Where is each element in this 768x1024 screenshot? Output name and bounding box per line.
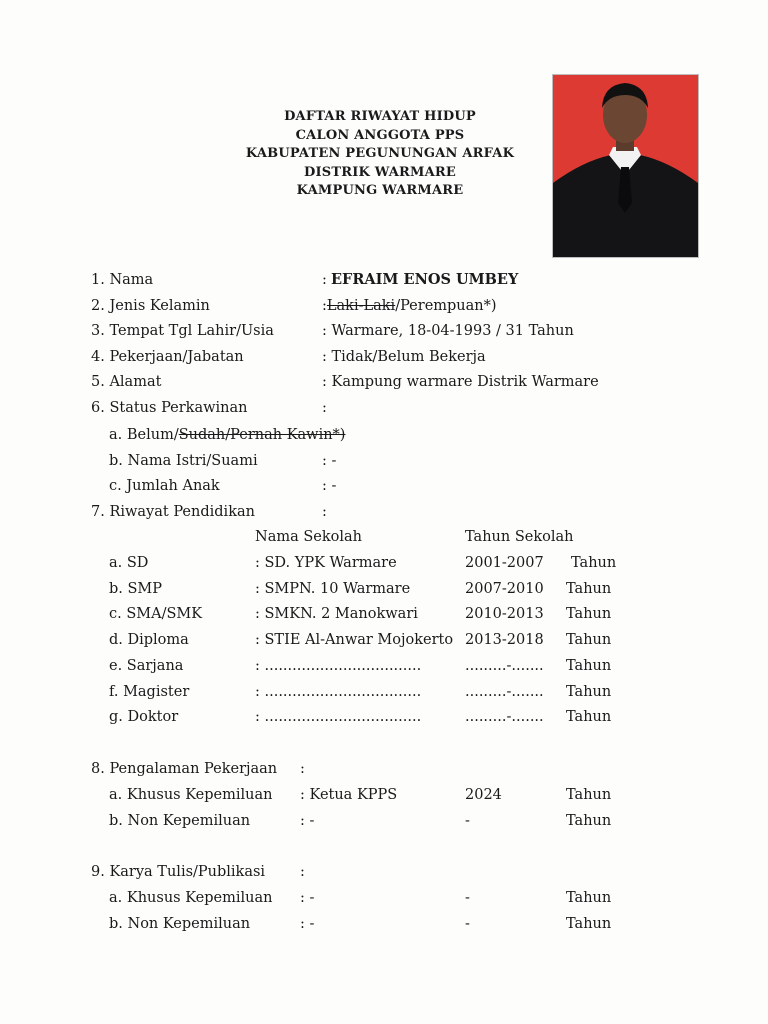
edu-level: a. SD	[109, 555, 149, 571]
experience-unit: Tahun	[566, 787, 612, 803]
header-line-4: DISTRIK WARMARE	[304, 164, 456, 180]
edu-level: b. SMP	[109, 581, 163, 597]
edu-years: 2007-2010	[465, 581, 544, 597]
edu-unit: Tahun	[571, 555, 617, 571]
portrait-photo	[552, 74, 699, 258]
label-status-perkawinan: 6. Status Perkawinan	[91, 400, 248, 416]
status-option-a	[109, 426, 345, 444]
edu-school: : SMKN. 2 Manokwari	[255, 606, 418, 622]
publication-label: a. Khusus Kepemiluan	[109, 890, 273, 906]
colon-karya-tulis: :	[300, 864, 305, 880]
experience-label: b. Non Kepemiluan	[109, 813, 251, 829]
edu-years: .........-.......	[465, 658, 544, 674]
struck-option-laki-laki: Laki-Laki	[326, 298, 396, 314]
colon-nama: :	[322, 272, 327, 288]
publication-year: -	[465, 890, 470, 906]
column-header-nama-sekolah: Nama Sekolah	[255, 529, 362, 545]
struck-option-sudah-pernah-kawin: Sudah/Pernah Kawin*)	[178, 427, 346, 443]
label-pengalaman-pekerjaan: 8. Pengalaman Pekerjaan	[91, 761, 278, 777]
value-pekerjaan: : Tidak/Belum Bekerja	[322, 349, 486, 365]
experience-label: a. Khusus Kepemiluan	[109, 787, 273, 803]
edu-unit: Tahun	[566, 581, 612, 597]
colon-status-perkawinan: :	[322, 400, 327, 416]
edu-years: 2010-2013	[465, 606, 544, 622]
value-nama: EFRAIM ENOS UMBEY	[331, 271, 519, 288]
colon-riwayat-pendidikan: :	[322, 504, 327, 520]
colon-jenis-kelamin: :	[322, 298, 327, 314]
header-line-1: DAFTAR RIWAYAT HIDUP	[284, 109, 476, 124]
label-tempat-tgl-lahir: 3. Tempat Tgl Lahir/Usia	[91, 323, 274, 339]
edu-unit: Tahun	[566, 632, 612, 648]
edu-level: f. Magister	[109, 684, 190, 700]
edu-school: : STIE Al-Anwar Mojokerto	[255, 632, 454, 648]
edu-unit: Tahun	[566, 658, 612, 674]
edu-school: : SMPN. 10 Warmare	[255, 581, 411, 597]
label-nama: 1. Nama	[91, 272, 154, 288]
publication-value: : -	[300, 890, 315, 906]
edu-unit: Tahun	[566, 606, 612, 622]
value-jenis-kelamin	[322, 297, 497, 315]
label-riwayat-pendidikan: 7. Riwayat Pendidikan	[91, 504, 255, 520]
edu-years: 2001-2007	[465, 555, 544, 571]
experience-year: 2024	[465, 787, 502, 803]
edu-school: : ..................................	[255, 709, 422, 725]
header-line-3: KABUPATEN PEGUNUNGAN ARFAK	[245, 146, 515, 161]
label-nama-istri-suami: b. Nama Istri/Suami	[109, 453, 258, 469]
value-nama-istri-suami: : -	[322, 453, 337, 469]
label-jenis-kelamin: 2. Jenis Kelamin	[91, 298, 210, 314]
edu-unit: Tahun	[566, 684, 612, 700]
experience-unit: Tahun	[566, 813, 612, 829]
column-header-tahun-sekolah: Tahun Sekolah	[465, 529, 574, 545]
header-line-5: KAMPUNG WARMARE	[296, 183, 464, 198]
value-tempat-tgl-lahir: : Warmare, 18-04-1993 / 31 Tahun	[322, 323, 574, 339]
edu-level: e. Sarjana	[109, 658, 184, 674]
publication-unit: Tahun	[566, 890, 612, 906]
edu-years: .........-.......	[465, 709, 544, 725]
edu-level: d. Diploma	[109, 632, 189, 648]
document-header	[210, 108, 550, 201]
publication-value: : -	[300, 916, 315, 932]
publication-year: -	[465, 916, 470, 932]
experience-value: : Ketua KPPS	[300, 787, 398, 803]
experience-year: -	[465, 813, 470, 829]
colon-pengalaman-pekerjaan: :	[300, 761, 305, 777]
edu-years: 2013-2018	[465, 632, 544, 648]
edu-level: c. SMA/SMK	[109, 606, 203, 622]
edu-school: : SD. YPK Warmare	[255, 555, 397, 571]
label-jumlah-anak: c. Jumlah Anak	[109, 478, 220, 494]
label-pekerjaan: 4. Pekerjaan/Jabatan	[91, 349, 244, 365]
edu-level: g. Doktor	[109, 709, 179, 725]
edu-school: : ..................................	[255, 684, 422, 700]
label-karya-tulis: 9. Karya Tulis/Publikasi	[91, 864, 266, 880]
edu-years: .........-.......	[465, 684, 544, 700]
header-line-2: CALON ANGGOTA PPS	[295, 127, 465, 143]
publication-label: b. Non Kepemiluan	[109, 916, 251, 932]
value-alamat: : Kampung warmare Distrik Warmare	[322, 374, 599, 390]
publication-unit: Tahun	[566, 916, 612, 932]
edu-unit: Tahun	[566, 709, 612, 725]
value-jumlah-anak: : -	[322, 478, 337, 494]
edu-school: : ..................................	[255, 658, 422, 674]
experience-value: : -	[300, 813, 315, 829]
option-perempuan: /Perempuan*)	[395, 298, 497, 314]
status-option-belum: a. Belum/	[109, 427, 179, 443]
label-alamat: 5. Alamat	[91, 374, 162, 390]
